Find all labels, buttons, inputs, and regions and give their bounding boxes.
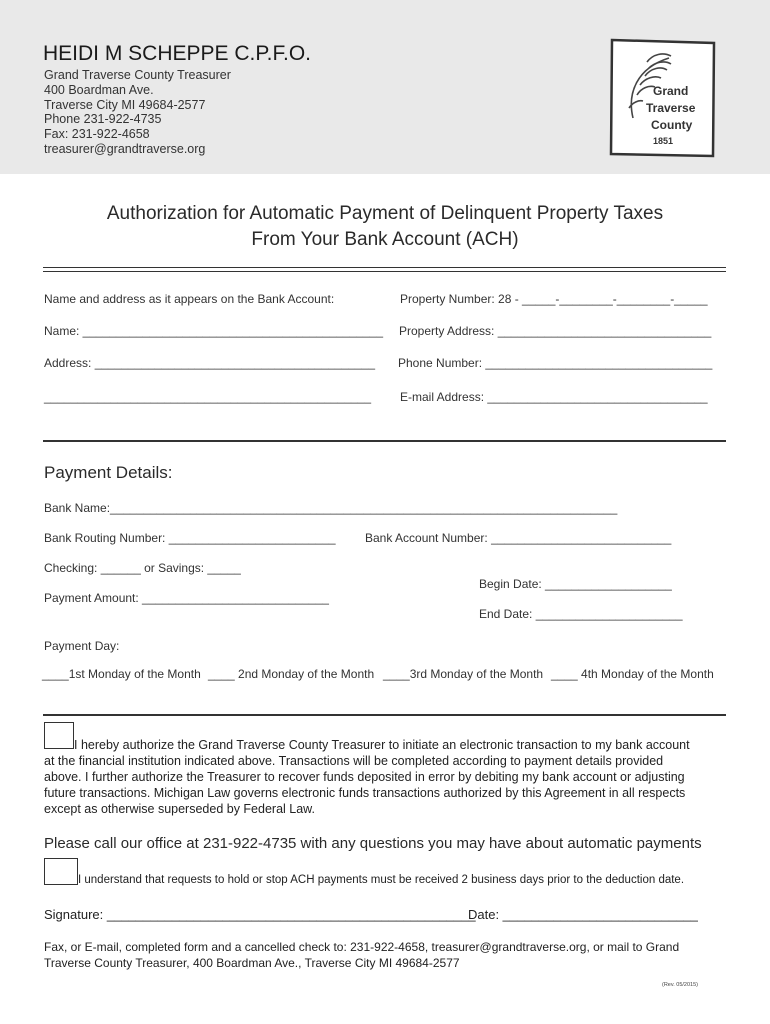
bank-account-name-intro: Name and address as it appears on the Bank Account: <box>44 292 335 306</box>
title-divider-top <box>43 267 726 268</box>
ach-checkbox-underline <box>44 884 78 885</box>
payment-day-option-1[interactable]: ____1st Monday of the Month <box>42 667 201 681</box>
payment-amount-field[interactable]: Payment Amount: ____________________________ <box>44 591 329 605</box>
authorization-line-2: at the financial institution indicated above. Transactions will be completed according to payment details provided <box>44 754 664 768</box>
owner-section-divider <box>43 440 726 442</box>
ach-acknowledge-checkbox[interactable] <box>44 858 78 885</box>
payment-day-option-4[interactable]: ____ 4th Monday of the Month <box>551 667 714 681</box>
office-name: Grand Traverse County Treasurer <box>44 68 231 82</box>
logo-year: 1851 <box>653 136 674 146</box>
property-number-field[interactable]: Property Number: 28 - _____-________-________-_____ <box>400 292 708 306</box>
phone-number-field[interactable]: Phone Number: __________________________________ <box>398 356 713 370</box>
logo-line-2: Traverse <box>646 101 696 115</box>
fax-text: Fax: 231-922-4658 <box>44 127 150 141</box>
document-title-line-1: Authorization for Automatic Payment of Delinquent Property Taxes <box>106 203 664 224</box>
city-address: Traverse City MI 49684-2577 <box>44 98 206 112</box>
name-field[interactable]: Name: _____________________________________________ <box>44 324 383 338</box>
address-field[interactable]: Address: __________________________________________ <box>44 356 375 370</box>
end-date-field[interactable]: End Date: ______________________ <box>479 607 683 621</box>
county-logo <box>609 38 717 158</box>
bank-name-field[interactable]: Bank Name:____________________________________________________________________________ <box>44 501 618 515</box>
ach-notice-text: I understand that requests to hold or stop ACH payments must be received 2 business days prior to the deduction date. <box>78 874 685 886</box>
footer-instructions-line-2: Traverse County Treasurer, 400 Boardman Ave., Traverse City MI 49684-2577 <box>44 956 460 970</box>
street-address: 400 Boardman Ave. <box>44 83 154 97</box>
authorize-checkbox[interactable] <box>44 722 74 749</box>
logo-line-3: County <box>651 118 693 132</box>
title-divider-bottom <box>43 271 726 272</box>
routing-number-field[interactable]: Bank Routing Number: _________________________ <box>44 531 336 545</box>
revision-note: (Rev. 05/2015) <box>662 982 698 988</box>
payment-day-option-3[interactable]: ____3rd Monday of the Month <box>383 667 544 681</box>
signature-field[interactable]: Signature: ___________________________________________________ <box>44 907 476 922</box>
logo-line-1: Grand <box>653 84 689 98</box>
payment-day-option-2[interactable]: ____ 2nd Monday of the Month <box>208 667 375 681</box>
email-address-field[interactable]: E-mail Address: _________________________________ <box>400 390 708 404</box>
checking-savings-field[interactable]: Checking: ______ or Savings: _____ <box>44 561 241 575</box>
document-title-line-2: From Your Bank Account (ACH) <box>251 229 519 250</box>
account-number-field[interactable]: Bank Account Number: ___________________________ <box>365 531 672 545</box>
authorization-line-1: I hereby authorize the Grand Traverse County Treasurer to initiate an electronic transaction to my bank account <box>74 738 690 752</box>
payment-section-divider <box>43 714 726 716</box>
begin-date-field[interactable]: Begin Date: ___________________ <box>479 577 672 591</box>
authorization-line-3: above. I further authorize the Treasurer to recover funds deposited in error by debiting my bank account or adjusting <box>44 770 685 784</box>
authorization-line-5: except as otherwise superseded by Federal Law. <box>44 802 315 816</box>
payment-details-heading: Payment Details: <box>44 463 173 482</box>
date-field[interactable]: Date: ___________________________ <box>468 907 698 922</box>
treasurer-name: HEIDI M SCHEPPE C.P.F.O. <box>43 42 312 65</box>
property-address-field[interactable]: Property Address: ________________________________ <box>399 324 712 338</box>
call-office-notice: Please call our office at 231-922-4735 with any questions you may have about automatic payments <box>44 835 702 852</box>
email-text: treasurer@grandtraverse.org <box>44 142 206 156</box>
authorization-line-4: future transactions. Michigan Law governs electronic funds transactions authorized by this Agreement in all respects <box>44 786 686 800</box>
authorize-checkbox-underline <box>44 748 74 749</box>
payment-day-label: Payment Day: <box>44 639 120 653</box>
phone-text: Phone 231-922-4735 <box>44 112 162 126</box>
footer-instructions-line-1: Fax, or E-mail, completed form and a cancelled check to: 231-922-4658, treasurer@grandtraverse.org, or mail to Grand <box>44 940 680 954</box>
address-line-2-field[interactable]: _________________________________________________ <box>44 390 372 404</box>
